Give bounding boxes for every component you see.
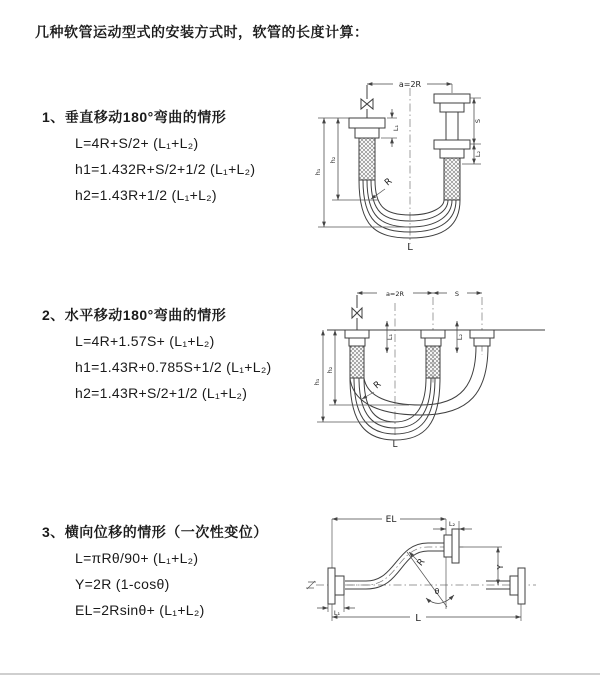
dim-label-l: L [407,242,413,253]
flange-hub [510,576,518,595]
dim-label-s: S [474,118,482,124]
dim-label-h1: h₁ [313,378,321,386]
dim-label-h2: h₂ [329,156,337,164]
dim-label-l1: L₁ [386,333,394,341]
section-1-heading: 1、垂直移动180°弯曲的情形 [42,109,227,125]
flange-fitting [474,338,490,346]
flange-fitting [355,128,379,138]
section-2-formula-h2: h2=1.43R+S/2+1/2 (L₁+L₂) [75,385,248,401]
flange-fitting [440,149,464,158]
angle-label-theta: θ [434,587,440,596]
hose-edge [345,543,444,581]
section-3-heading: 3、横向位移的情形（一次性变位） [42,524,268,540]
dim-label-y: Y [496,564,505,570]
diagram-vertical-180-bend [310,72,550,257]
angle-arc [426,595,454,603]
section-1-formula-L: L=4R+S/2+ (L₁+L₂) [75,135,199,151]
flange-fitting [434,94,470,103]
centerline-symbol [306,581,316,589]
hose-arc [363,180,456,232]
flange-fitting [345,330,369,338]
section-3 [42,519,268,623]
dim-label-l2: L₂ [456,333,464,341]
flange-plate [518,568,525,604]
section-2-heading: 2、水平移动180°弯曲的情形 [42,307,227,323]
hose-arc [364,346,476,405]
flange-hub [444,535,452,557]
flange-fitting [425,338,441,346]
section-2 [42,302,272,406]
dim-label-l1: L₁ [392,124,400,132]
flange-hub [335,576,344,595]
dim-label-a2r: a=2R [398,80,422,89]
hose-arc [375,180,444,215]
radius-leader [362,392,374,399]
hose-braid [444,158,460,200]
dim-label-l: L [392,440,398,450]
flange-plate [328,568,335,604]
diagram-horizontal-180-bend [313,285,598,450]
section-3-formula-L: L=πRθ/90+ (L₁+L₂) [75,550,199,566]
flange-fitting [434,140,470,149]
dim-label-h2: h₂ [326,366,334,374]
valve-icon [352,308,362,318]
section-3-formula-Y: Y=2R (1-cosθ) [75,576,170,592]
flange-fitting [349,338,365,346]
section-1-formula-h1: h1=1.432R+S/2+1/2 (L₁+L₂) [75,161,256,177]
dim-label-h1: h₁ [314,168,322,176]
radius-leader [371,189,385,199]
flange-plate [452,529,459,563]
section-1-formula-h2: h2=1.43R+1/2 (L₁+L₂) [75,187,217,203]
section-3-formula-EL: EL=2Rsinθ+ (L₁+L₂) [75,602,205,618]
flange-fitting [440,103,464,112]
flange-fitting [349,118,385,128]
radius-label-r: R [372,379,384,392]
page-title: 几种软管运动型式的安装方式时，软管的长度计算： [35,24,369,40]
section-2-formula-L: L=4R+1.57S+ (L₁+L₂) [75,333,215,349]
diagram-lateral-displacement [300,505,600,645]
hose-arc [354,378,435,434]
flange-fitting [470,330,494,338]
radius-label-r: R [383,176,395,189]
radius-label-r: R [415,557,428,569]
dim-label-l2: L₂ [474,150,482,158]
section-2-formula-h1: h1=1.43R+0.785S+1/2 (L₁+L₂) [75,359,272,375]
dim-label-l2: L₂ [448,520,456,528]
hose-braid [359,138,375,180]
dim-label-l1: L₁ [333,609,341,617]
dim-label-l: L [415,613,421,624]
hose-braid [426,346,440,378]
dim-label-a2r: a=2R [385,290,405,298]
dim-label-el: EL [385,515,397,525]
dim-label-s: S [454,290,460,298]
section-1 [42,104,255,208]
hose-braid [350,346,364,378]
flange-fitting [421,330,445,338]
valve-icon [361,99,373,109]
